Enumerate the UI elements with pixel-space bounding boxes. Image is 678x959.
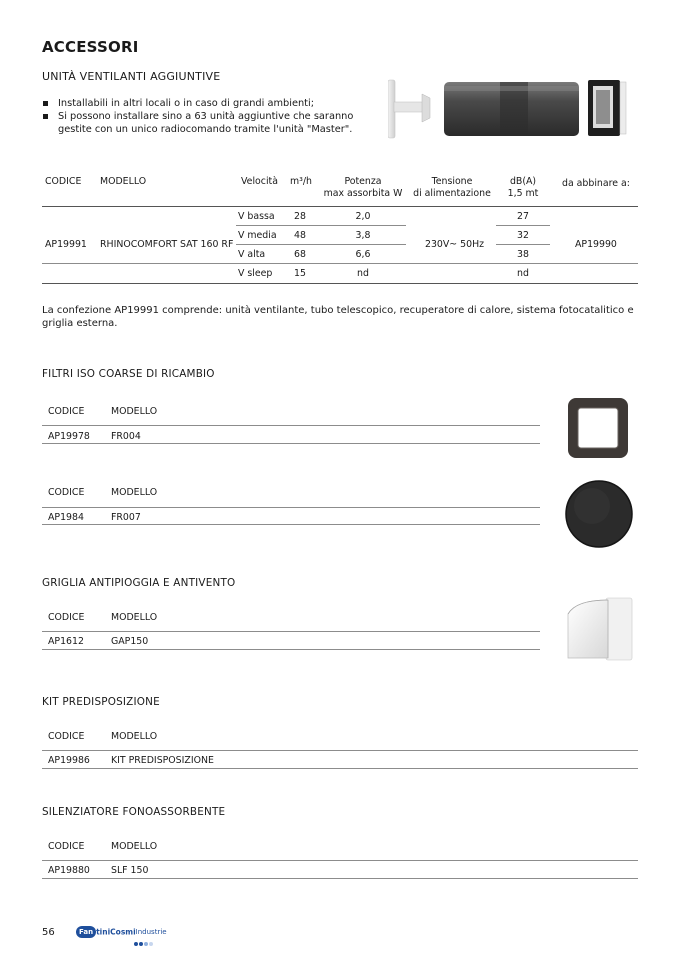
logo-badge: Fan: [76, 926, 96, 938]
feature-list: [42, 97, 377, 136]
row-db: 27: [517, 211, 529, 222]
kit-rule-bottom: [42, 768, 638, 769]
filter1-code: AP19978: [48, 431, 90, 442]
filter1-model: FR004: [111, 431, 141, 442]
filter1-header-code: CODICE: [48, 406, 85, 417]
header-tensione-line2: di alimentazione: [413, 188, 491, 199]
bullet-item: Installabili in altri locali o in caso di grandi ambienti;: [42, 97, 377, 110]
header-potenza-line1: Potenza: [344, 176, 382, 187]
silenziatore-header-code: CODICE: [48, 841, 85, 852]
ventilation-unit-image: [388, 78, 633, 140]
header-tensione: [408, 176, 496, 200]
page-number: 56: [42, 927, 55, 938]
kit-model: KIT PREDISPOSIZIONE: [111, 755, 214, 766]
round-filter-image: [564, 479, 634, 549]
main-abbinare: AP19990: [575, 239, 617, 250]
section-title-unita-ventilanti: UNITÀ VENTILANTI AGGIUNTIVE: [42, 70, 221, 83]
header-codice: CODICE: [45, 176, 82, 187]
header-db: [496, 176, 550, 200]
header-modello: MODELLO: [100, 176, 147, 187]
row-potenza: nd: [357, 268, 369, 279]
logo-text: tiniCosmi: [96, 927, 136, 937]
filter2-model: FR007: [111, 512, 141, 523]
silenziatore-model: SLF 150: [111, 865, 149, 876]
filter2-rule: [42, 507, 540, 508]
page-title: ACCESSORI: [42, 38, 139, 56]
filter2-header-code: CODICE: [48, 487, 85, 498]
package-note: La confezione AP19991 comprende: unità ventilante, tubo telescopico, recuperatore di calore, sistema fotocatalitico e griglia esterna.: [42, 305, 634, 329]
main-code: AP19991: [45, 239, 87, 250]
row-rule: [236, 244, 406, 245]
bullet-item: Si possono installare sino a 63 unità aggiuntive che saranno gestite con un unico radiocomando tramite l'unità "Master".: [42, 110, 377, 136]
griglia-header-code: CODICE: [48, 612, 85, 623]
row-velocita: V media: [238, 230, 277, 241]
row-db: 38: [517, 249, 529, 260]
header-tensione-line1: Tensione: [431, 176, 473, 187]
logo-dots: [134, 938, 153, 949]
row-db: 32: [517, 230, 529, 241]
row-potenza: 3,8: [355, 230, 371, 241]
griglia-rule: [42, 631, 540, 632]
section-title-kit: KIT PREDISPOSIZIONE: [42, 696, 160, 708]
main-model: RHINOCOMFORT SAT 160 RF: [100, 239, 234, 250]
header-potenza-line2: max assorbita W: [323, 188, 403, 199]
square-filter-image: [566, 396, 630, 460]
row-portata: 28: [294, 211, 306, 222]
kit-code: AP19986: [48, 755, 90, 766]
kit-header-code: CODICE: [48, 731, 85, 742]
silenziatore-rule-bottom: [42, 878, 638, 879]
row-portata: 48: [294, 230, 306, 241]
brand-logo: [76, 926, 167, 942]
header-potenza: [318, 176, 408, 200]
filter1-rule: [42, 425, 540, 426]
row-velocita: V alta: [238, 249, 266, 260]
filter2-code: AP1984: [48, 512, 84, 523]
kit-header-model: MODELLO: [111, 731, 158, 742]
filter2-header-model: MODELLO: [111, 487, 158, 498]
row-rule: [236, 225, 406, 226]
header-velocita: Velocità: [241, 176, 278, 187]
row-rule: [42, 263, 638, 264]
row-rule: [496, 225, 550, 226]
silenziatore-rule: [42, 860, 638, 861]
header-portata: m³/h: [290, 176, 312, 187]
griglia-code: AP1612: [48, 636, 84, 647]
griglia-rule-bottom: [42, 649, 540, 650]
section-title-silenziatore: SILENZIATORE FONOASSORBENTE: [42, 806, 226, 818]
header-db-line2: 1,5 mt: [507, 188, 539, 199]
row-velocita: V bassa: [238, 211, 275, 222]
rain-grille-image: [562, 594, 636, 664]
griglia-model: GAP150: [111, 636, 149, 647]
silenziatore-code: AP19880: [48, 865, 90, 876]
row-portata: 15: [294, 268, 306, 279]
logo-text-suffix: Industrie: [135, 928, 167, 936]
griglia-header-model: MODELLO: [111, 612, 158, 623]
row-rule: [496, 244, 550, 245]
row-portata: 68: [294, 249, 306, 260]
main-tensione: 230V~ 50Hz: [425, 239, 485, 250]
section-title-griglia: GRIGLIA ANTIPIOGGIA E ANTIVENTO: [42, 577, 236, 589]
filter1-header-model: MODELLO: [111, 406, 158, 417]
row-potenza: 6,6: [355, 249, 371, 260]
kit-rule: [42, 750, 638, 751]
filter2-rule-bottom: [42, 524, 540, 525]
table-bottom-rule: [42, 283, 638, 284]
silenziatore-header-model: MODELLO: [111, 841, 158, 852]
section-title-filtri: FILTRI ISO COARSE DI RICAMBIO: [42, 368, 215, 380]
row-potenza: 2,0: [355, 211, 371, 222]
header-abbinare: da abbinare a:: [562, 178, 630, 189]
row-db: nd: [517, 268, 529, 279]
table-header-rule: [42, 206, 638, 207]
header-db-line1: dB(A): [509, 176, 537, 187]
row-velocita: V sleep: [238, 268, 273, 279]
filter1-rule-bottom: [42, 443, 540, 444]
